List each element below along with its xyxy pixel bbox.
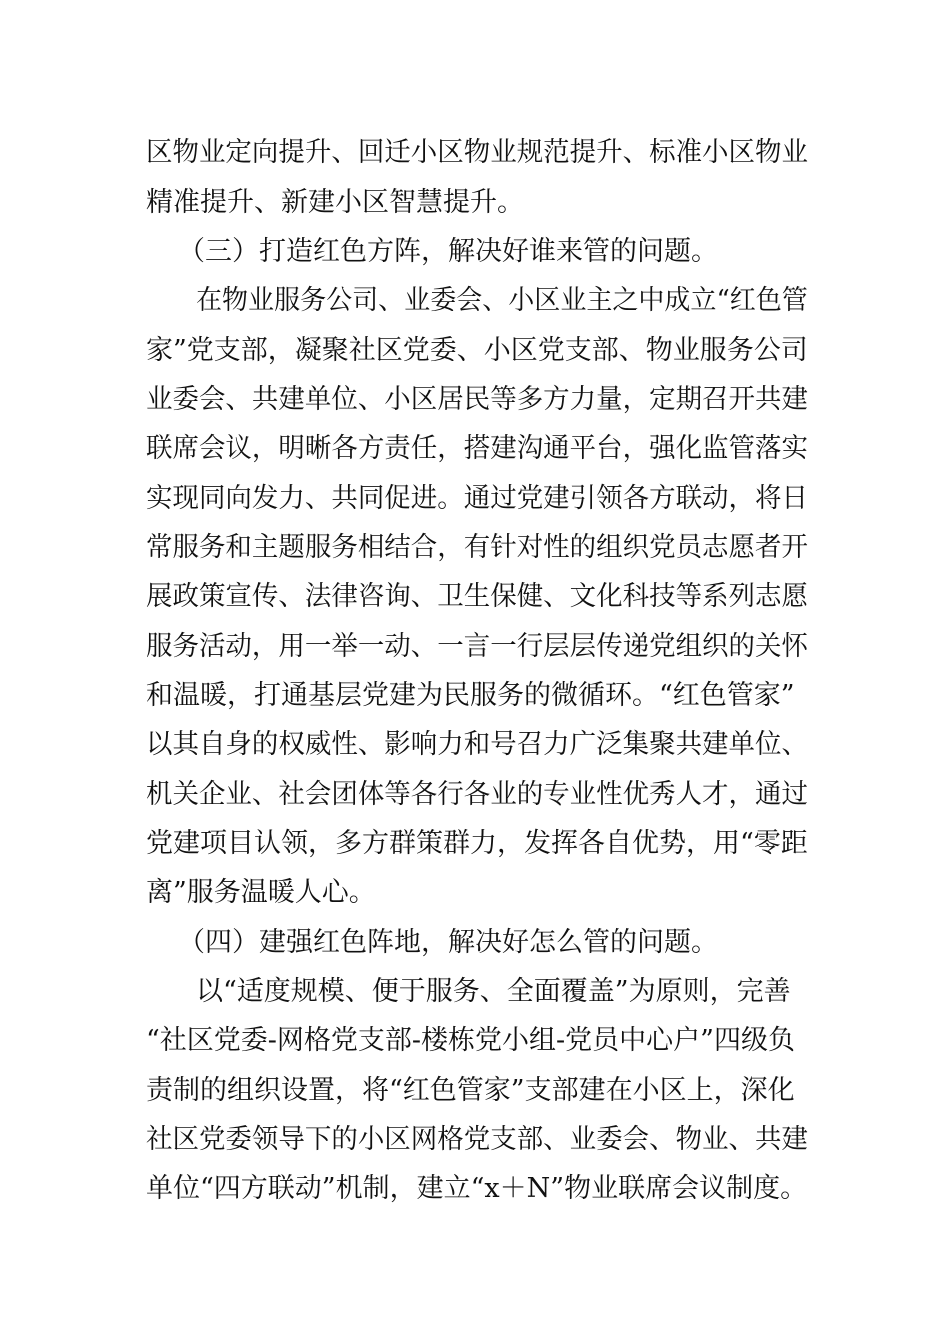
text-line-18: 以“适度规模、便于服务、全面覆盖”为原则，完善 (196, 976, 791, 1007)
text-line-22: 单位“四方联动”机制，建立“x＋N”物业联席会议制度。 (146, 1173, 808, 1204)
text-line-6: 业委会、共建单位、小区居民等多方力量，定期召开共建 (146, 384, 808, 415)
section-heading-3: （三）打造红色方阵，解决好谁来管的问题。 (178, 236, 718, 267)
text-line-8: 实现同向发力、共同促进。通过党建引领各方联动，将日 (146, 483, 808, 514)
text-line-16: 离”服务温暖人心。 (146, 877, 376, 908)
text-line-14: 机关企业、社会团体等各行各业的专业性优秀人才，通过 (146, 779, 808, 810)
text-line-10: 展政策宣传、法律咨询、卫生保健、文化科技等系列志愿 (146, 581, 808, 612)
text-line-9: 常服务和主题服务相结合，有针对性的组织党员志愿者开 (146, 532, 808, 563)
text-line-20: 责制的组织设置，将“红色管家”支部建在小区上，深化 (146, 1075, 795, 1106)
text-line-19: “社区党委-网格党支部-楼栋党小组-党员中心户”四级负 (146, 1025, 795, 1056)
text-line-21: 社区党委领导下的小区网格党支部、业委会、物业、共建 (146, 1124, 808, 1155)
text-line-15: 党建项目认领，多方群策群力，发挥各自优势，用“零距 (146, 828, 808, 859)
text-line-11: 服务活动，用一举一动、一言一行层层传递党组织的关怀 (146, 631, 808, 662)
text-line-12: 和温暖，打通基层党建为民服务的微循环。“红色管家” (146, 680, 795, 711)
text-line-1: 区物业定向提升、回迁小区物业规范提升、标准小区物业 (146, 137, 808, 168)
text-line-5: 家”党支部，凝聚社区党委、小区党支部、物业服务公司 (146, 335, 808, 366)
text-line-4: 在物业服务公司、业委会、小区业主之中成立“红色管 (196, 285, 808, 316)
text-line-13: 以其自身的权威性、影响力和号召力广泛集聚共建单位、 (146, 729, 808, 760)
section-heading-17: （四）建强红色阵地，解决好怎么管的问题。 (178, 927, 718, 958)
text-line-7: 联席会议，明晰各方责任，搭建沟通平台，强化监管落实 (146, 433, 808, 464)
text-line-2: 精准提升、新建小区智慧提升。 (146, 187, 524, 218)
